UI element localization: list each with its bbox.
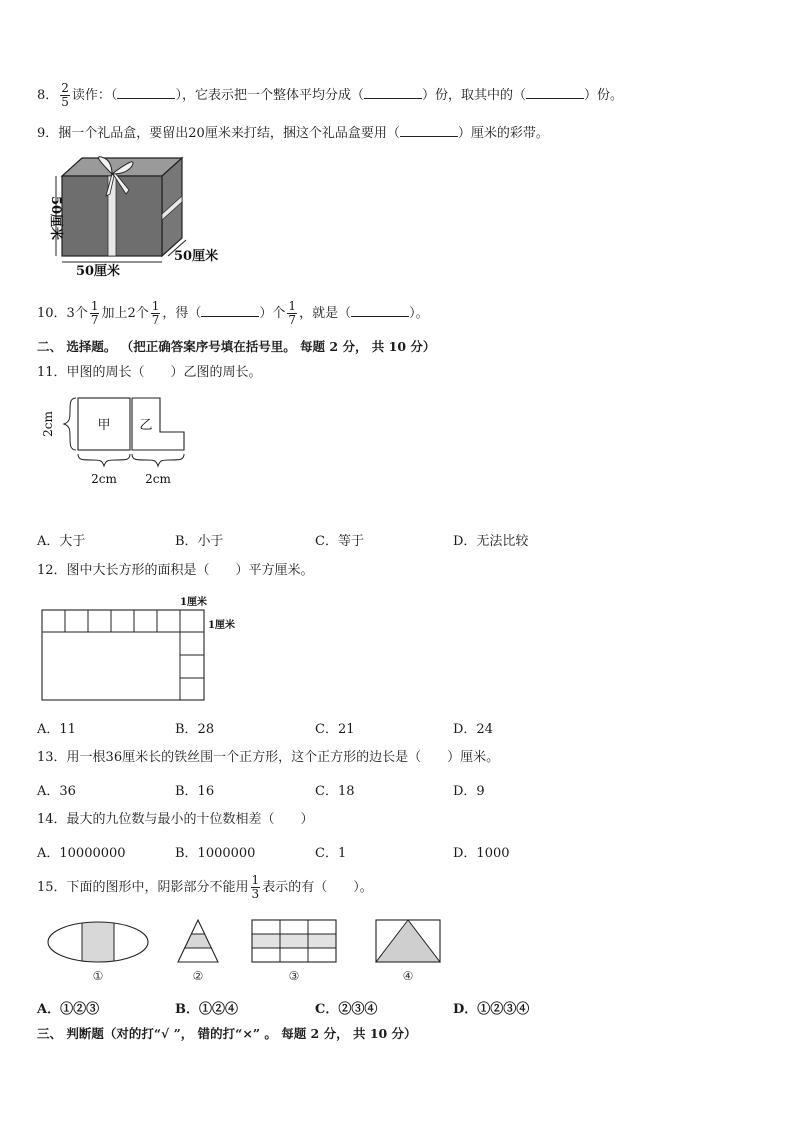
q13-option-d[interactable]: D．9 <box>453 784 485 799</box>
q14-option-d[interactable]: D．1000 <box>453 846 510 861</box>
fraction-1-7: $\frac{1}{7}$ <box>90 299 99 327</box>
q12-option-a[interactable]: A．11 <box>37 722 76 737</box>
fraction-1-7: $\frac{1}{7}$ <box>151 299 160 327</box>
question-10: 10．3个 $\frac{1}{7}$ 加上2个 $\frac{1}{7}$ ，得（ ）个 $\frac{1}{7}$ ，就是（ ）。 <box>37 299 429 327</box>
question-11: 11．甲图的周长（ ）乙图的周长。 <box>37 365 262 380</box>
label-depth: 50厘米 <box>174 249 219 264</box>
label-height: 50厘米 <box>48 195 63 241</box>
perimeter-figure <box>40 394 200 488</box>
q11-option-b[interactable]: B．小于 <box>175 534 224 549</box>
section-2-heading: 二、 选择题。 （把正确答案序号填在括号里。 每题 2 分， 共 10 分） <box>37 339 436 354</box>
q12-option-b[interactable]: B．28 <box>175 722 215 737</box>
fig-label-3: ③ <box>288 969 300 983</box>
label-right: 1厘米 <box>208 620 235 631</box>
fraction-1-7: $\frac{1}{7}$ <box>288 299 297 327</box>
section-3-heading: 三、 判断题（对的打“√ ”， 错的打“×” 。 每题 2 分， 共 10 分） <box>37 1026 417 1041</box>
fraction-2-5: $\frac{2}{5}$ <box>61 81 69 109</box>
answer-blank[interactable] <box>400 124 458 137</box>
q14-option-c[interactable]: C．1 <box>315 846 347 861</box>
q15-option-c[interactable]: C．②③④ <box>315 1002 378 1017</box>
q15-option-a[interactable]: A．①②③ <box>37 1002 100 1017</box>
question-14: 14．最大的九位数与最小的十位数相差（ ） <box>37 812 314 827</box>
q15-option-d[interactable]: D．①②③④ <box>453 1002 530 1017</box>
answer-blank[interactable] <box>351 304 409 317</box>
gift-box-figure <box>40 156 219 279</box>
question-15: 15．下面的图形中，阴影部分不能用 $\frac{1}{3}$ 表示的有（ ）。 <box>37 873 373 901</box>
shape-a-label: 甲 <box>97 418 111 433</box>
answer-blank[interactable] <box>117 86 175 99</box>
q14-option-a[interactable]: A．10000000 <box>37 846 126 861</box>
q14-option-b[interactable]: B．1000000 <box>175 846 256 861</box>
q12-option-c[interactable]: C．21 <box>315 722 355 737</box>
q11-option-d[interactable]: D．无法比较 <box>453 534 529 549</box>
q13-option-c[interactable]: C．18 <box>315 784 355 799</box>
label-bottom-right: 2cm <box>145 472 171 486</box>
rectangle-grid-figure <box>40 594 244 704</box>
shape-b-label: 乙 <box>139 418 153 433</box>
fig-label-1: ① <box>92 969 104 983</box>
fig-label-2: ② <box>192 969 204 983</box>
q11-option-c[interactable]: C．等于 <box>315 534 364 549</box>
question-8: 8． $\frac{2}{5}$ 读作：（ ），它表示把一个整体平均分成（ ）份，取其中的（ ）份。 <box>37 81 623 109</box>
answer-blank[interactable] <box>364 86 422 99</box>
q13-option-b[interactable]: B．16 <box>175 784 215 799</box>
fraction-1-3: $\frac{1}{3}$ <box>251 873 260 901</box>
question-9: 9．捆一个礼品盒，要留出20厘米来打结，捆这个礼品盒要用（ ）厘米的彩带。 <box>37 126 549 141</box>
fig-label-4: ④ <box>402 969 414 983</box>
label-top: 1厘米 <box>180 597 207 608</box>
answer-blank[interactable] <box>201 304 259 317</box>
label-bottom-left: 2cm <box>91 472 117 486</box>
shaded-shapes-figure <box>46 914 446 984</box>
q13-option-a[interactable]: A．36 <box>37 784 76 799</box>
answer-blank[interactable] <box>526 86 584 99</box>
q15-option-b[interactable]: B．①②④ <box>175 1002 238 1017</box>
q11-option-a[interactable]: A．大于 <box>37 534 86 549</box>
q12-option-d[interactable]: D．24 <box>453 722 493 737</box>
question-13: 13．用一根36厘米长的铁丝围一个正方形，这个正方形的边长是（ ）厘米。 <box>37 750 500 765</box>
label-side: 2cm <box>41 411 55 437</box>
question-12: 12．图中大长方形的面积是（ ）平方厘米。 <box>37 563 314 578</box>
label-width: 50厘米 <box>75 264 121 279</box>
